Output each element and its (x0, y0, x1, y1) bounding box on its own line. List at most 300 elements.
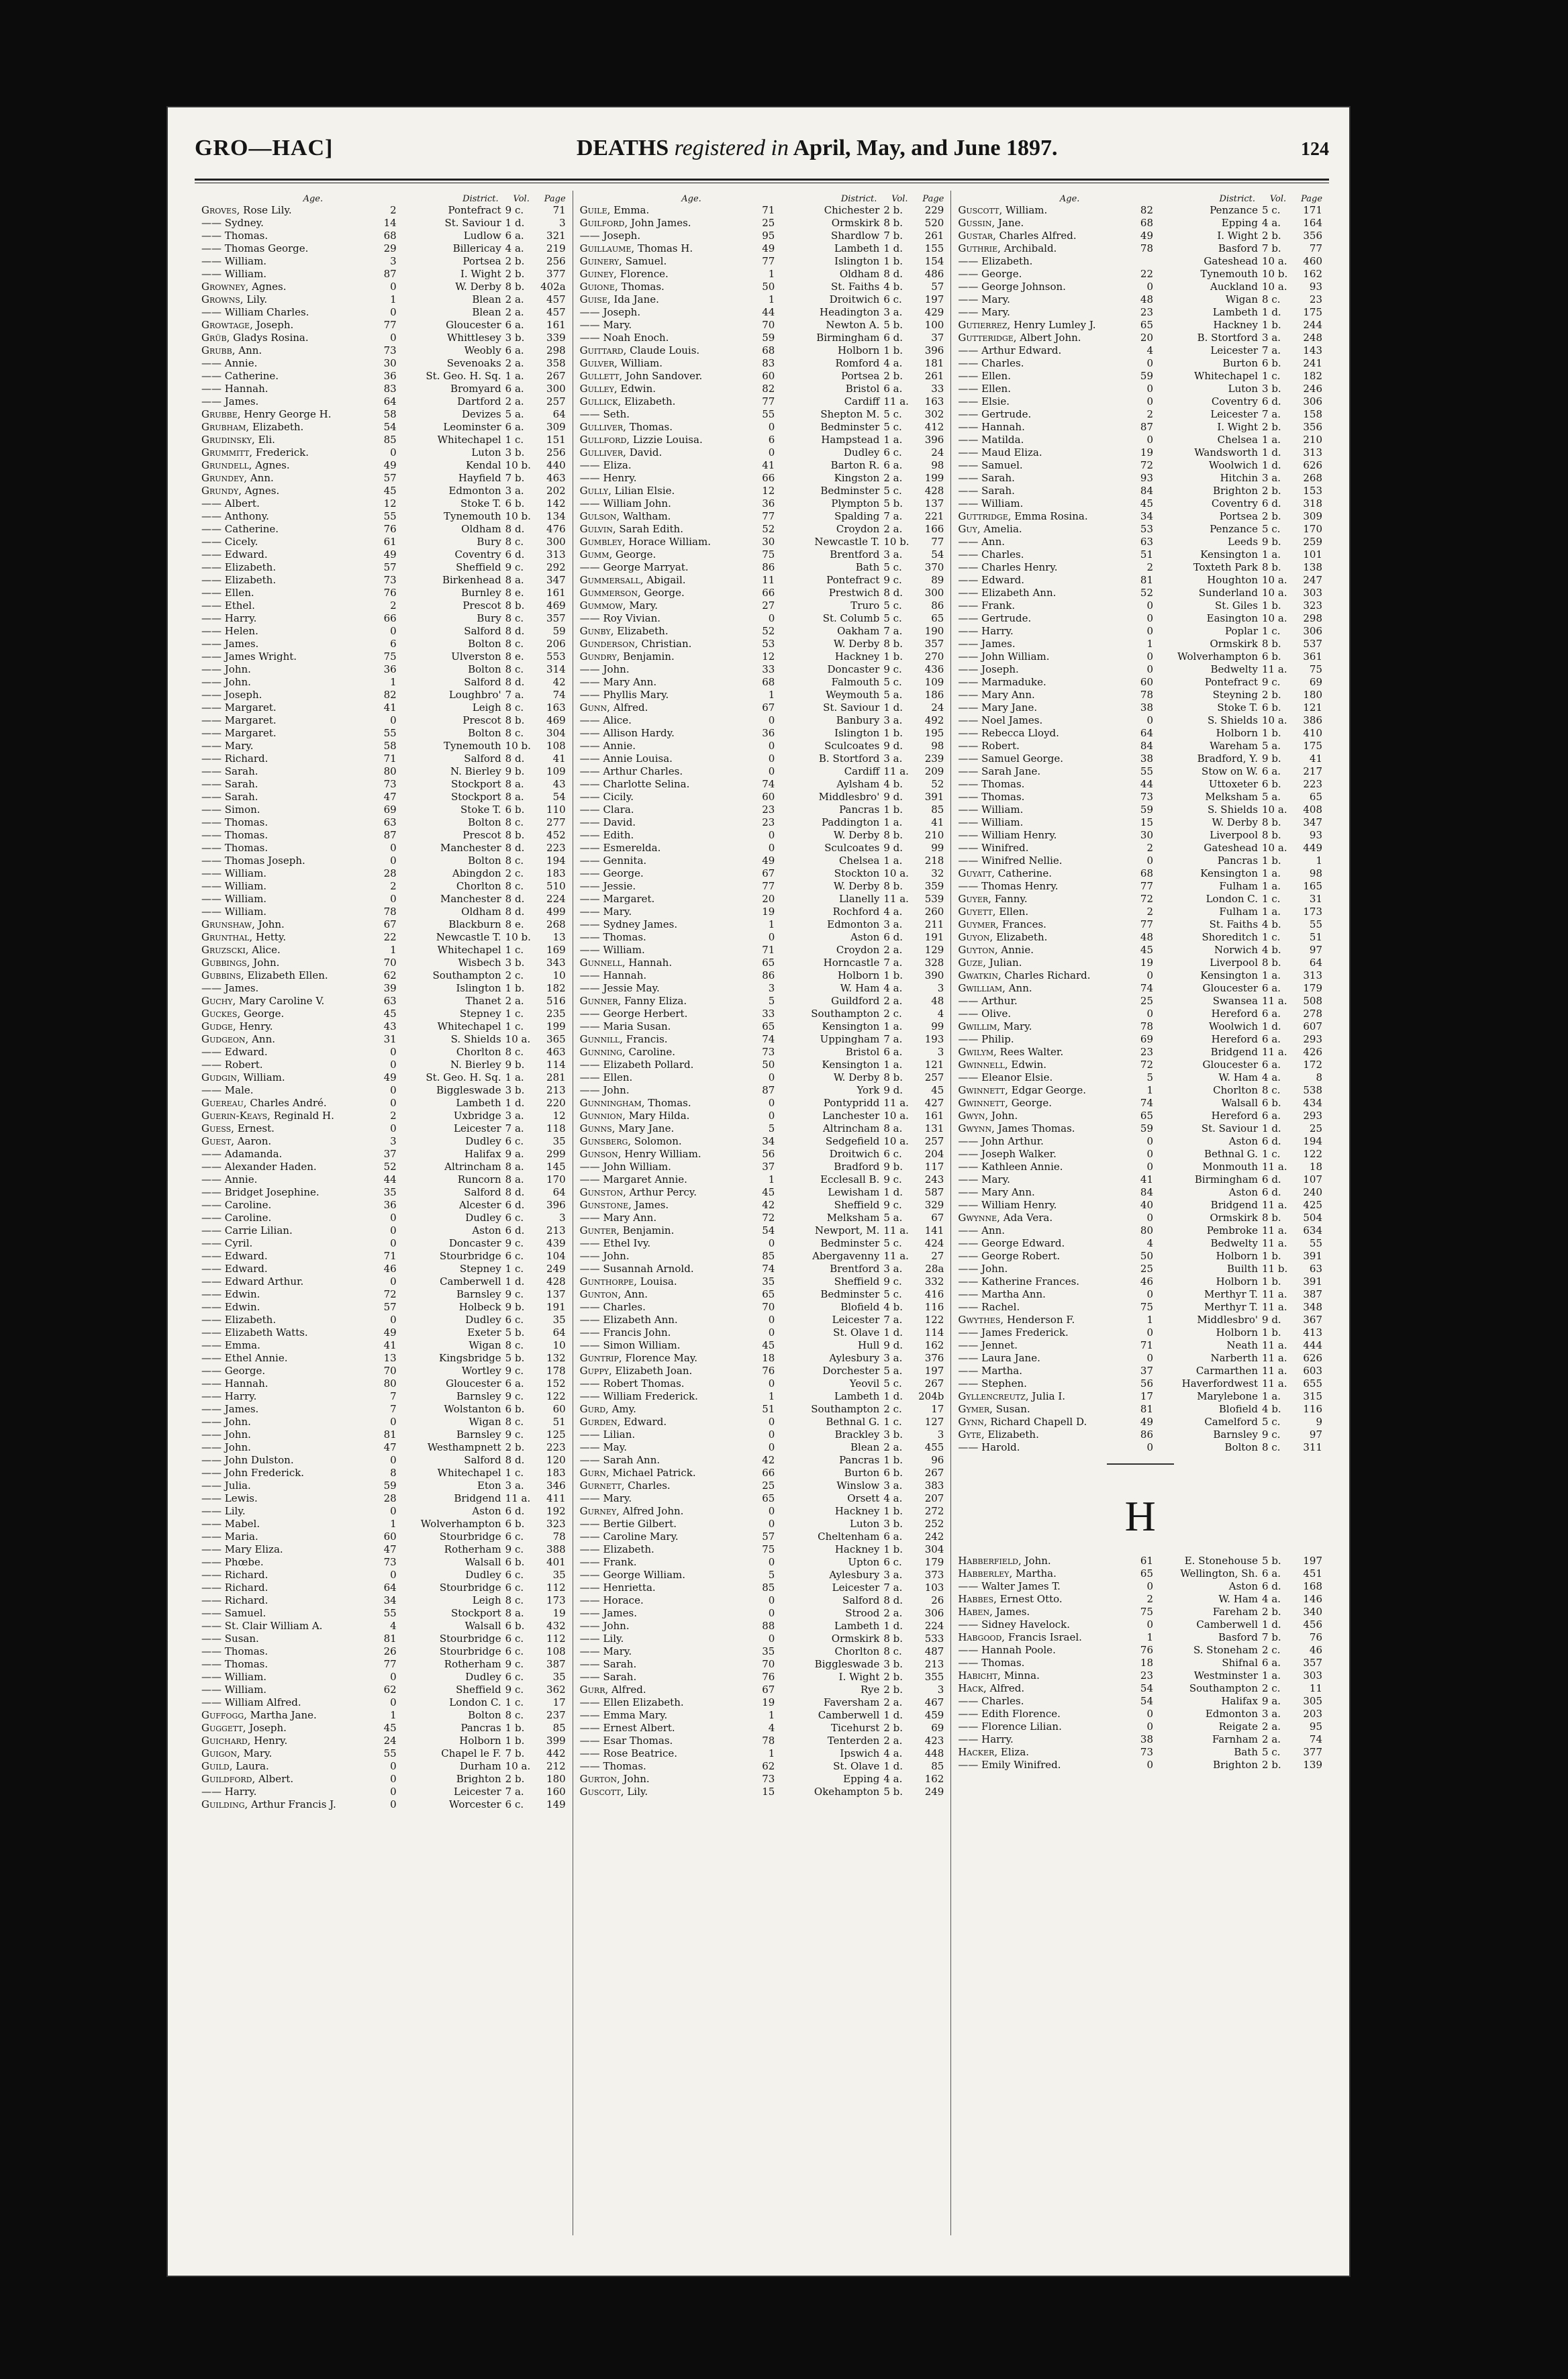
entry-age: 65 (1140, 319, 1154, 331)
entry-surname: —— (958, 1186, 979, 1198)
entry-volume: 1 c. (1262, 931, 1281, 943)
entry-district: Dudley (465, 1135, 501, 1147)
entry-page: 305 (1303, 1695, 1323, 1707)
entry-volume: 6 c. (883, 1148, 902, 1160)
entry-name (201, 663, 374, 675)
entry-surname: —— (579, 1250, 600, 1262)
entry-district: N. Bierley (450, 1059, 501, 1071)
entry-district: Prestwich (828, 587, 880, 599)
entry-name (958, 714, 1130, 726)
entry-district: Stourbridge (439, 1531, 501, 1543)
entry-given-names: Martha Jane. (250, 1709, 317, 1721)
entry-district: Wortley (461, 1365, 501, 1377)
entry-name (958, 434, 1130, 446)
entry-surname: —— (201, 587, 222, 599)
entry-age: 81 (1140, 574, 1154, 586)
entry-surname: —— (201, 1569, 222, 1581)
entry-given-names: Rebecca Lloyd. (981, 727, 1059, 739)
entry-surname: Gwinnett, (958, 1084, 1008, 1096)
entry-district: Southampton (432, 969, 501, 981)
entry-surname: —— (958, 497, 979, 509)
entry-name (958, 816, 1130, 828)
entry-age: 64 (383, 1582, 397, 1594)
entry-district: Brackley (834, 1428, 880, 1441)
entry-surname: —— (958, 1759, 979, 1771)
entry-surname: —— (201, 1275, 222, 1288)
entry-volume: 8 c. (505, 1416, 524, 1428)
register-entry (201, 612, 566, 625)
entry-name (958, 446, 1130, 458)
register-entry (580, 1135, 944, 1148)
entry-district: Blean (850, 1441, 880, 1453)
entry-age: 62 (762, 1760, 775, 1772)
entry-page: 178 (546, 1365, 566, 1377)
entry-given-names: Simon. (224, 804, 260, 816)
entry-name (580, 1633, 752, 1645)
entry-surname: Gulver, (579, 357, 618, 369)
entry-volume: 10 a. (1262, 281, 1287, 293)
entry-given-names: John. (258, 918, 285, 930)
entry-volume: 9 c. (1262, 1428, 1281, 1441)
heading-district: District. (840, 194, 877, 204)
entry-surname: Grudinsky, (201, 434, 255, 446)
entry-name (201, 1709, 374, 1721)
entry-given-names: Elizabeth. (981, 255, 1033, 267)
entry-district: Hereford (1211, 1008, 1259, 1020)
entry-page: 3 (937, 1046, 944, 1058)
entry-name (201, 1786, 374, 1798)
entry-district: Tynemouth (444, 510, 501, 522)
entry-volume: 1 c. (505, 1020, 524, 1032)
entry-district: Penzance (1210, 523, 1259, 535)
entry-volume: 1 c. (1262, 370, 1281, 382)
entry-page: 211 (924, 918, 944, 930)
entry-age: 82 (762, 383, 775, 395)
entry-surname: Gumbley, (579, 536, 626, 548)
entry-name (580, 268, 752, 280)
entry-given-names: Allison Hardy. (603, 727, 675, 739)
register-entry (958, 1059, 1322, 1071)
register-entry (958, 1708, 1322, 1720)
entry-age: 58 (383, 740, 397, 752)
entry-volume: 2 b. (505, 268, 525, 280)
entry-volume: 6 d. (883, 931, 903, 943)
entry-name (201, 1773, 374, 1785)
entry-name (580, 969, 752, 981)
entry-name (580, 1135, 752, 1147)
entry-given-names: John William. (603, 1161, 671, 1173)
register-entry (580, 1020, 944, 1033)
entry-volume: 9 c. (1262, 676, 1281, 688)
entry-volume: 6 b. (1262, 357, 1281, 369)
entry-name (958, 689, 1130, 701)
entry-age: 4 (1146, 1237, 1154, 1249)
entry-volume: 3 b. (505, 332, 525, 344)
register-entry (580, 855, 944, 867)
entry-name (201, 1505, 374, 1517)
entry-surname: —— (201, 1467, 222, 1479)
register-entry (580, 383, 944, 395)
entry-name (201, 497, 374, 509)
entry-age: 59 (383, 1479, 397, 1492)
entry-given-names: John. (623, 1773, 650, 1785)
entry-age: 86 (1140, 1428, 1154, 1441)
entry-volume: 3 b. (883, 1518, 903, 1530)
entry-district: Reigate (1218, 1720, 1259, 1733)
entry-age: 0 (1146, 1326, 1154, 1339)
entry-volume: 8 d. (505, 676, 525, 688)
entry-name (958, 842, 1130, 854)
entry-age: 0 (390, 446, 397, 458)
entry-district: Whittlesey (447, 332, 501, 344)
register-entry (201, 1352, 566, 1365)
entry-name (580, 727, 752, 739)
entry-page: 199 (924, 472, 944, 484)
entry-surname: —— (201, 650, 222, 663)
entry-given-names: Horace William. (628, 536, 711, 548)
entry-age: 20 (1140, 332, 1154, 344)
entry-page: 169 (546, 944, 566, 956)
entry-page: 171 (1303, 204, 1323, 216)
entry-name (580, 931, 752, 943)
entry-given-names: Marmaduke. (981, 676, 1046, 688)
entry-page: 504 (1303, 1212, 1323, 1224)
entry-given-names: Winifred Nellie. (981, 855, 1063, 867)
entry-age: 55 (383, 1747, 397, 1759)
entry-age: 73 (383, 1556, 397, 1568)
entry-surname: —— (579, 1008, 600, 1020)
entry-page: 357 (546, 612, 566, 624)
entry-volume: 2 c. (883, 1403, 902, 1415)
entry-page: 48 (931, 995, 944, 1007)
entry-age: 76 (762, 1365, 775, 1377)
entry-given-names: John. (603, 1084, 630, 1096)
entry-district: Houghton (1207, 574, 1259, 586)
entry-volume: 4 a. (883, 1773, 903, 1785)
entry-surname: —— (958, 829, 979, 841)
entry-name (958, 383, 1130, 395)
register-entry (958, 778, 1322, 791)
entry-age: 85 (383, 434, 397, 446)
entry-page: 19 (552, 1607, 566, 1619)
register-entry (201, 446, 566, 459)
entry-age: 84 (1140, 485, 1154, 497)
entry-surname: Growns, (201, 293, 244, 305)
entry-page: 141 (924, 1224, 944, 1236)
entry-surname: —— (201, 1161, 222, 1173)
entry-volume: 2 c. (1262, 1644, 1281, 1656)
entry-volume: 7 b. (1262, 242, 1281, 254)
entry-age: 25 (762, 1479, 775, 1492)
entry-age: 1 (768, 689, 775, 701)
entry-name (958, 855, 1130, 867)
entry-name (201, 906, 374, 918)
entry-volume: 9 c. (505, 1237, 524, 1249)
entry-district: Barnsley (456, 1288, 501, 1300)
entry-volume: 5 b. (505, 1326, 525, 1339)
page-number: 124 (1301, 139, 1329, 160)
entry-volume: 6 a. (883, 383, 903, 395)
entry-surname: —— (201, 727, 222, 739)
entry-district: Hackney (834, 650, 880, 663)
register-entry (958, 204, 1322, 217)
entry-age: 37 (762, 1161, 775, 1173)
entry-age: 42 (762, 1199, 775, 1211)
entry-page: 323 (1303, 599, 1323, 612)
register-entry (201, 383, 566, 395)
entry-volume: 6 c. (883, 446, 902, 458)
entry-district: Uttoxeter (1208, 778, 1259, 790)
entry-age: 56 (1140, 1377, 1154, 1390)
entry-district: Headington (820, 306, 880, 318)
entry-name (201, 625, 374, 637)
entry-page: 408 (1303, 804, 1323, 816)
entry-page: 267 (546, 370, 566, 382)
register-entry (958, 1135, 1322, 1148)
register-entry (580, 306, 944, 319)
register-entry (201, 1441, 566, 1454)
entry-district: Sunderland (1198, 587, 1259, 599)
entry-volume: 6 b. (505, 497, 525, 509)
register-entry (580, 1339, 944, 1352)
register-entry (580, 485, 944, 497)
entry-volume: 7 a. (883, 1314, 903, 1326)
register-entry (201, 1633, 566, 1645)
entry-page: 71 (552, 204, 566, 216)
entry-surname: —— (958, 638, 979, 650)
entry-name (580, 1301, 752, 1313)
entry-page: 257 (924, 1135, 944, 1147)
entry-surname: —— (201, 982, 222, 994)
entry-volume: 2 b. (1262, 1606, 1281, 1618)
entry-surname: —— (579, 842, 600, 854)
entry-surname: Grubham, (201, 421, 250, 433)
register-entry (201, 880, 566, 893)
entry-page: 377 (1303, 1746, 1323, 1758)
entry-surname: —— (201, 1479, 222, 1492)
entry-age: 1 (390, 944, 397, 956)
entry-page: 223 (546, 842, 566, 854)
entry-page: 390 (924, 969, 944, 981)
entry-district: Salford (464, 676, 501, 688)
entry-name (958, 765, 1130, 777)
entry-given-names: James. (224, 638, 259, 650)
entry-volume: 2 a. (1262, 1733, 1281, 1745)
entry-surname: —— (579, 855, 600, 867)
entry-name (580, 485, 752, 497)
entry-age: 74 (1140, 1097, 1154, 1109)
entry-volume: 2 a. (505, 293, 524, 305)
entry-name (958, 1733, 1130, 1745)
entry-page: 197 (924, 1365, 944, 1377)
entry-surname: —— (579, 1722, 600, 1734)
entry-page: 77 (931, 536, 944, 548)
entry-volume: 8 c. (505, 1046, 524, 1058)
entry-surname: —— (579, 1314, 600, 1326)
entry-page: 451 (1303, 1567, 1323, 1580)
entry-district: Coventry (1211, 497, 1259, 509)
entry-surname: —— (579, 1633, 600, 1645)
entry-district: W. Derby (833, 829, 880, 841)
entry-volume: 7 a. (883, 1033, 903, 1045)
entry-age: 66 (762, 1467, 775, 1479)
entry-given-names: Ann. (981, 1224, 1006, 1236)
entry-volume: 8 e. (505, 587, 524, 599)
entry-age: 75 (383, 650, 397, 663)
entry-surname: —— (579, 472, 600, 484)
entry-given-names: Mary. (629, 599, 658, 612)
register-entry (580, 446, 944, 459)
entry-volume: 2 b. (505, 1441, 525, 1453)
register-entry (201, 1135, 566, 1148)
entry-volume: 10 a. (1262, 842, 1287, 854)
entry-given-names: Ann. (250, 472, 274, 484)
entry-page: 55 (1309, 1237, 1323, 1249)
entry-age: 47 (383, 1543, 397, 1555)
register-entry (958, 1122, 1322, 1135)
entry-name (958, 1352, 1130, 1364)
entry-district: Bath (1234, 1746, 1259, 1758)
entry-age: 77 (383, 1658, 397, 1670)
entry-page: 210 (1303, 434, 1323, 446)
entry-page: 309 (546, 421, 566, 433)
entry-volume: 7 a. (1262, 344, 1281, 356)
entry-name (201, 791, 374, 803)
entry-given-names: Solomon. (634, 1135, 682, 1147)
entry-name (580, 1237, 752, 1249)
entry-page: 116 (1303, 1403, 1323, 1415)
entry-given-names: Elizabeth. (252, 421, 304, 433)
entry-district: Whitechapel (437, 434, 501, 446)
entry-volume: 2 b. (1262, 485, 1281, 497)
entry-volume: 1 b. (883, 255, 903, 267)
entry-age: 0 (768, 1237, 775, 1249)
entry-surname: Gunter, (579, 1224, 620, 1236)
entry-name (580, 1645, 752, 1657)
entry-page: 539 (924, 893, 944, 905)
entry-surname: —— (958, 1377, 979, 1390)
entry-given-names: James Wright. (224, 650, 297, 663)
entry-age: 81 (383, 1633, 397, 1645)
entry-surname: Guichard, (201, 1735, 251, 1747)
register-entry (201, 1173, 566, 1186)
entry-surname: —— (201, 1505, 222, 1517)
entry-name (580, 1722, 752, 1734)
entry-volume: 9 b. (1262, 536, 1281, 548)
entry-volume: 8 b. (505, 714, 525, 726)
entry-volume: 1 c. (1262, 1148, 1281, 1160)
entry-name (958, 472, 1130, 484)
entry-page: 456 (1303, 1618, 1323, 1631)
entry-page: 240 (1303, 1186, 1323, 1198)
entry-surname: —— (958, 293, 979, 305)
entry-surname: —— (958, 765, 979, 777)
entry-surname: —— (201, 752, 222, 765)
entry-volume: 6 a. (1262, 1008, 1281, 1020)
entry-given-names: Elizabeth. (224, 574, 277, 586)
entry-page: 452 (546, 829, 566, 841)
entry-volume: 2 c. (883, 1008, 902, 1020)
entry-name (958, 408, 1130, 420)
entry-district: Bromyard (450, 383, 501, 395)
entry-age: 65 (762, 957, 775, 969)
entry-age: 49 (383, 548, 397, 561)
register-entry (958, 497, 1322, 510)
entry-given-names: Richard Chapell D. (990, 1416, 1087, 1428)
entry-volume: 10 a. (1262, 574, 1287, 586)
entry-surname: Gudge, (201, 1020, 236, 1032)
entry-surname: —— (958, 1173, 979, 1185)
entry-page: 125 (546, 1428, 566, 1441)
entry-given-names: William. (1006, 204, 1048, 216)
entry-age: 68 (383, 230, 397, 242)
entry-surname: Gummow, (579, 599, 626, 612)
entry-name (201, 548, 374, 561)
entry-surname: —— (579, 319, 600, 331)
entry-age: 0 (1146, 625, 1154, 637)
entry-given-names: Agnes. (252, 281, 287, 293)
register-entry (580, 1543, 944, 1556)
entry-volume: 1 c. (1262, 893, 1281, 905)
entry-district: Kensington (1200, 867, 1259, 879)
entry-surname: —— (201, 1059, 222, 1071)
entry-district: Leicester (832, 1314, 880, 1326)
entry-age: 59 (1140, 804, 1154, 816)
entry-given-names: William Henry. (981, 829, 1057, 841)
entry-page: 74 (552, 689, 566, 701)
entry-surname: Habicht, (958, 1669, 1001, 1682)
entry-volume: 11 a. (1262, 1046, 1287, 1058)
entry-district: Kingston (834, 472, 880, 484)
entry-name (201, 561, 374, 573)
entry-given-names: Edith Florence. (981, 1708, 1061, 1720)
entry-district: Leigh (472, 1594, 501, 1606)
entry-age: 23 (762, 804, 775, 816)
entry-age: 0 (390, 1224, 397, 1236)
entry-surname: Grüb, (201, 332, 230, 344)
entry-page: 429 (924, 306, 944, 318)
entry-page: 304 (546, 727, 566, 739)
register-column-3 (950, 191, 1329, 2235)
register-entry (580, 893, 944, 906)
entry-page: 89 (931, 574, 944, 586)
entry-age: 70 (383, 1365, 397, 1377)
entry-page: 391 (924, 791, 944, 803)
entry-given-names: Joseph. (603, 306, 641, 318)
entry-name (958, 523, 1130, 535)
entry-given-names: Arthur Edward. (981, 344, 1062, 356)
entry-volume: 9 b. (505, 1059, 525, 1071)
entry-given-names: John. (253, 957, 280, 969)
entry-surname: —— (579, 1339, 600, 1351)
entry-age: 0 (1146, 1161, 1154, 1173)
entry-age: 8 (390, 1467, 397, 1479)
entry-age: 2 (390, 1110, 397, 1122)
entry-age: 66 (762, 587, 775, 599)
entry-district: Hampstead (821, 434, 880, 446)
entry-page: 9 (1316, 1416, 1323, 1428)
entry-age: 0 (768, 1071, 775, 1083)
entry-age: 67 (762, 1684, 775, 1696)
entry-age: 15 (762, 1786, 775, 1798)
entry-name (580, 816, 752, 828)
entry-volume: 8 b. (505, 281, 525, 293)
register-entry (201, 1020, 566, 1033)
entry-given-names: Alice. (603, 714, 632, 726)
register-entry (580, 293, 944, 306)
entry-age: 1 (768, 918, 775, 930)
entry-name (958, 1046, 1130, 1058)
